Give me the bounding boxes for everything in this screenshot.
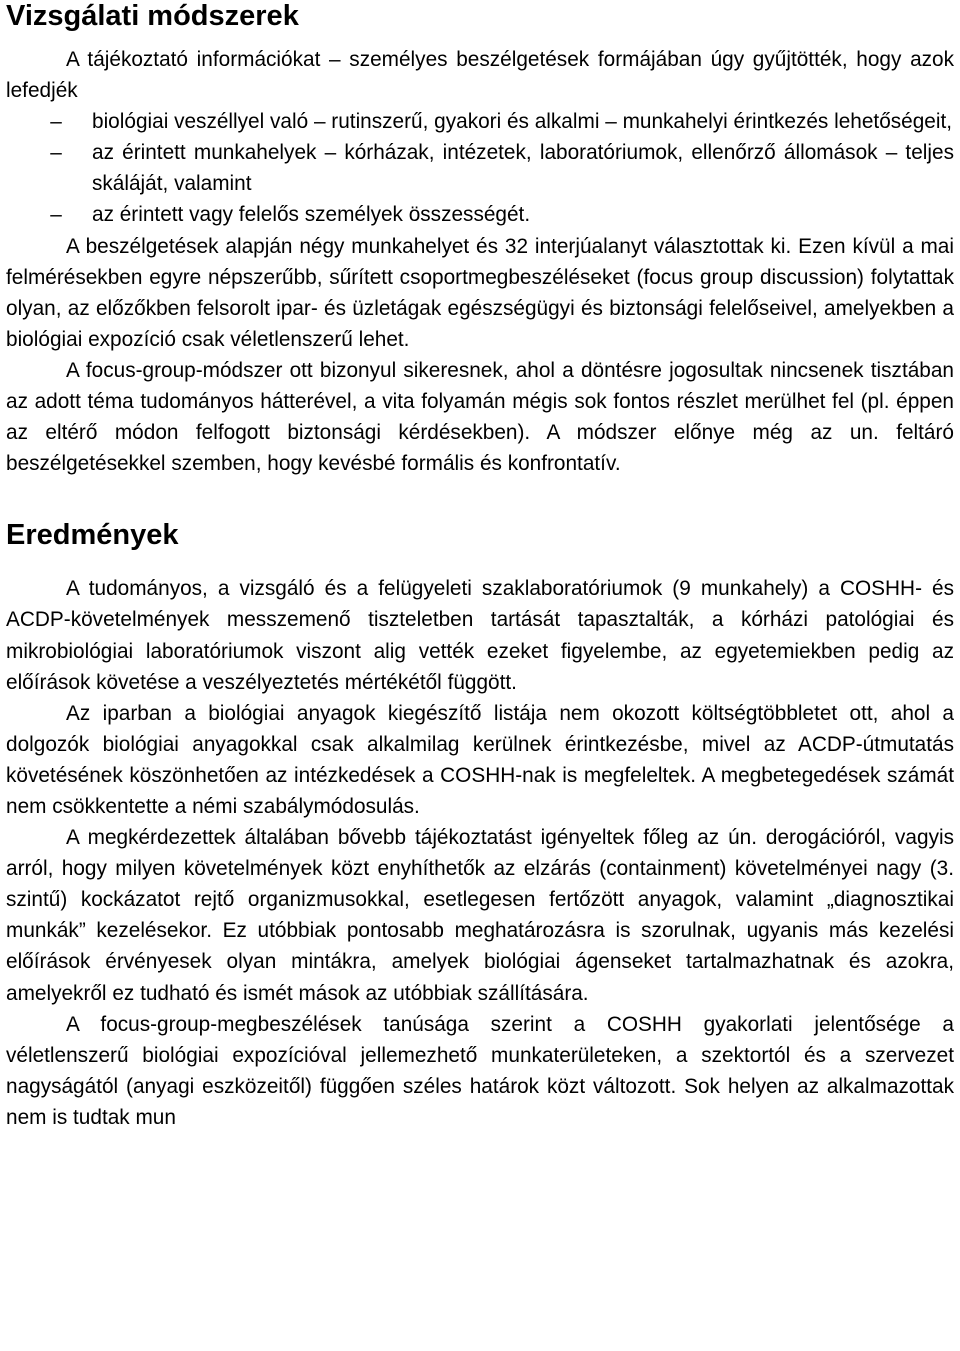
dash-bullet-icon: – (50, 141, 62, 165)
list-item (50, 106, 954, 137)
list-item-text: biológiai veszéllyel való – rutinszerű, gyakori és alkalmi – munkahelyi érintkezés lehetőségeit, (92, 110, 953, 134)
dash-bullet-icon: – (50, 203, 62, 227)
list-item-text: az érintett munkahelyek – kórházak, intézetek, laboratóriumok, ellenőrző állomások – teljes skáláját, valamint (92, 141, 954, 196)
section-title-results: Eredmények (6, 519, 179, 552)
methods-dash-list (6, 106, 954, 230)
section-title-methods: Vizsgálati módszerek (6, 0, 299, 32)
list-item (50, 137, 954, 199)
list-item (50, 199, 954, 230)
results-paragraph: A focus-group-megbeszélések tanúsága szerint a COSHH gyakorlati jelentősége a véletlenszerű biológiai expozícióval jellemezhető munkaterületeken, a szektortól és a szervezet nagyságától (anyagi eszközeitől) függően széles határok közt változott. Sok helyen az alkalmazottak nem is tudtak mun (6, 1012, 954, 1129)
results-paragraph: A tudományos, a vizsgáló és a felügyeleti szaklaboratóriumok (9 munkahely) a COSHH- és ACDP-követelmények messzemenő tiszteletben tartását tapasztalták, a kórházi patológiai és mikrobiológiai laboratóriumok viszont alig vették ezeket figyelembe, az egyetemiekben pedig az előírások követése a veszélyeztetés mértékétől függött. (6, 577, 954, 694)
dash-bullet-icon: – (50, 110, 62, 134)
methods-paragraph-focus-group: A focus-group-módszer ott bizonyul sikeresnek, ahol a döntésre jogosultak nincsenek tisztában az adott téma tudományos hátterével, a vita folyamán mégis sok fontos részlet merülhet fel (pl. éppen az eltérő módon felfogott biztonsági kérdésekben). A módszer előnye még az un. feltáró beszélgetésekkel szemben, hogy kevésbé formális és konfrontatív. (6, 358, 954, 476)
list-item-text: az érintett vagy felelős személyek összességét. (92, 203, 531, 227)
methods-intro-paragraph: A tájékoztató információkat – személyes beszélgetések formájában úgy gyűjtötték, hogy azok lefedjék (6, 48, 954, 103)
results-paragraph: Az iparban a biológiai anyagok kiegészítő listája nem okozott költségtöbbletet ott, ahol a dolgozók biológiai anyagokkal csak alkalmilag kerülnek érintkezésbe, mivel az ACDP-útmutatás követésének köszönhetően az intézkedések a COSHH-nak is megfeleltek. A megbetegedések számát nem csökkentette a némi szabálymódosulás. (6, 701, 954, 818)
methods-paragraph-interviews: A beszélgetések alapján négy munkahelyet és 32 interjúalanyt választottak ki. Ezen kívül a mai felmérésekben egyre népszerűbb, sűrített csoportmegbeszéléseket (focus group discussion) folytattak olyan, az előzőkben felsorolt ipar- és üzletágak egészségügyi és biztonsági felelőseivel, amelyekben a biológiai expozíció csak véletlenszerű lehet. (6, 234, 954, 351)
results-paragraph: A megkérdezettek általában bővebb tájékoztatást igényeltek főleg az ún. derogációról, vagyis arról, hogy milyen követelmények közt enyhíthetők az elzárás (containment) követelményei nagy (3. szintű) kockázatot rejtő organizmusokkal, esetlegesen fertőzött anyagok, valamint „diagnosztikai munkák” kezelésekor. Ez utóbbiak pontosabb meghatározásra is szorulnak, ugyanis más kezelési előírások érvényesek olyan mintákra, amelyek biológiai ágenseket tartalmazhatnak és azokra, amelyekről ez tudható és ismét mások az utóbbiak szállítására. (6, 826, 954, 1005)
